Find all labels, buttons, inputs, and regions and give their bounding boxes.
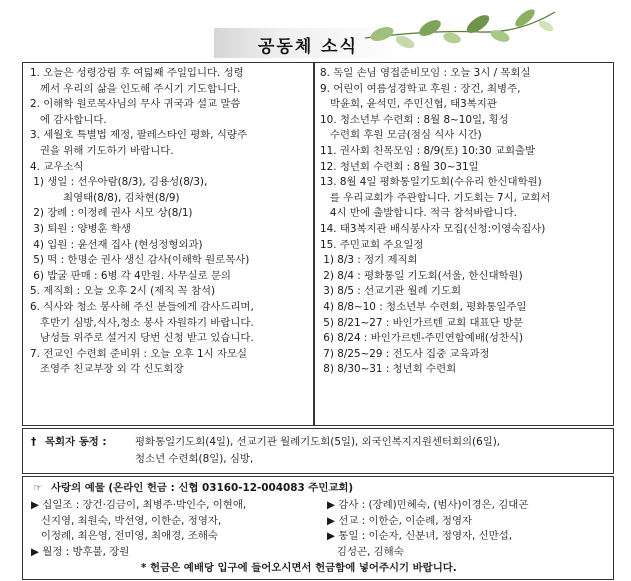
leaf-decoration-icon bbox=[360, 4, 560, 62]
right-line: 9. 어린이 여름성경학교 후원 : 장건, 최병주, bbox=[320, 82, 521, 95]
left-line: 에 감사합니다. bbox=[30, 113, 107, 126]
left-line: 3. 세월호 특별법 제정, 팔레스타인 평화, 식량주 bbox=[30, 129, 248, 142]
offering-left-line: 신지영, 최원숙, 박선영, 이한순, 정영자, bbox=[31, 514, 222, 527]
right-line: 14. 태3복지관 배식봉사자 모집(신청:이영숙집사) bbox=[320, 222, 546, 235]
left-line: 조영주 친교부장 외 각 신도회장 bbox=[30, 363, 184, 376]
left-line: 6. 식사와 청소 봉사해 주신 분들에게 감사드리며, bbox=[30, 300, 254, 313]
right-line: 박윤희, 윤석민, 주민신협, 태3복지관 bbox=[320, 98, 497, 111]
offering-box bbox=[22, 476, 614, 580]
offering-right-line: ▶ 통일 : 이순자, 신분녀, 정영자, 신만섭, bbox=[327, 530, 513, 543]
right-line: 3) 8/5 : 선교기관 월례 기도회 bbox=[320, 285, 462, 298]
offering-heading: 사랑의 예물 (온라인 헌금 : 신협 03160-12-004083 주민교회) bbox=[51, 482, 354, 494]
left-line: 권을 위해 기도하기 바랍니다. bbox=[30, 144, 174, 157]
left-line: 4) 입원 : 윤선재 집사 (현성정형외과) bbox=[30, 238, 203, 251]
dagger-icon: † bbox=[31, 436, 37, 448]
left-line: 5) 떡 : 한명순 권사 생신 감사(이해학 원로목사) bbox=[30, 254, 250, 267]
pastor-line-2: 청소년 수련회(8일), 심방, bbox=[135, 453, 254, 465]
column-divider bbox=[313, 62, 315, 426]
right-line: 4) 8/8~10 : 청소년부 수련회, 평화통일주일 bbox=[320, 300, 527, 313]
left-line: 7. 전교인 수련회 준비위 : 오늘 오후 1시 자모실 bbox=[30, 347, 248, 360]
left-line: 최영태(8/8), 김차현(8/9) bbox=[30, 191, 180, 204]
right-line: 15. 주민교회 주요일정 bbox=[320, 238, 424, 251]
right-line: 7) 8/25~29 : 전도사 집중 교육과정 bbox=[320, 347, 490, 360]
offering-right-line: ▶ 선교 : 이한순, 이순례, 정영자 bbox=[327, 514, 473, 527]
right-line: 6) 8/24 : 바인가르텐-주민연합예배(성찬식) bbox=[320, 332, 524, 345]
pastor-line-1: 평화통일기도회(4일), 선교기관 월례기도회(5일), 외국인복지지원센터회의(6일), bbox=[135, 436, 501, 448]
left-line: 3) 퇴원 : 양병훈 학생 bbox=[30, 222, 131, 235]
left-line: 2. 이해학 원로목사님의 무사 귀국과 설교 말씀 bbox=[30, 98, 241, 111]
left-line: 4. 교우소식 bbox=[30, 160, 84, 173]
right-line: 13. 8월 4일 평화통일기도회(수유리 한신대학원) bbox=[320, 176, 542, 189]
pastor-label: 목회자 동정 : bbox=[45, 436, 107, 448]
page-title: 공동체 소식 bbox=[258, 37, 359, 57]
right-line: 8) 8/30~31 : 청년회 수련회 bbox=[320, 363, 457, 376]
left-column bbox=[30, 66, 310, 378]
header bbox=[0, 0, 631, 62]
right-line: 를 우리교회가 주관합니다. 기도회는 7시, 교회서 bbox=[320, 191, 551, 204]
right-line: 4시 반에 출발합니다. 적극 참석바랍니다. bbox=[320, 207, 517, 220]
right-line: 2) 8/4 : 평화통일 기도회(서울, 한신대학원) bbox=[320, 269, 523, 282]
pointing-hand-icon: ☞ bbox=[33, 482, 43, 494]
offering-footer-note: * 헌금은 예배당 입구에 들어오시면서 헌금함에 넣어주시기 바랍니다. bbox=[141, 562, 457, 574]
right-line: 5) 8/21~27 : 바인가르텐 교회 대표단 방문 bbox=[320, 316, 523, 329]
right-line: 12. 청년회 수련회 : 8월 30~31일 bbox=[320, 160, 479, 173]
offering-left-line: ▶ 월정 : 방후불, 장원 bbox=[31, 545, 130, 558]
left-line: 후반기 심방,식사,청소 봉사 자원하기 바랍니다. bbox=[30, 316, 254, 329]
offering-left-line: 이정례, 최은영, 전미영, 최애경, 조해숙 bbox=[31, 530, 218, 543]
offering-left-line: ▶ 십일조 : 장건·김금이, 최병주·박인수, 이현애, bbox=[31, 499, 247, 511]
left-line: 2) 장례 : 이정례 권사 시모 상(8/1) bbox=[30, 207, 193, 220]
offering-right-list bbox=[327, 498, 613, 560]
pastor-activities-box bbox=[22, 428, 614, 474]
left-line: 1) 생일 : 선우아람(8/3), 김용성(8/3), bbox=[30, 176, 208, 189]
right-line: 11. 권사회 친목모임 : 8/9(토) 10:30 교회출발 bbox=[320, 144, 536, 157]
right-line: 1) 8/3 : 정기 제직회 bbox=[320, 254, 418, 267]
left-line: 남성들 위주로 설거지 당번 신청 받고 있습니다. bbox=[30, 332, 254, 345]
left-line: 6) 밥굴 판매 : 6병 각 4만원. 사무실로 문의 bbox=[30, 269, 231, 282]
offering-right-line: ▶ 감사 : (장례)민혜숙, (범사)이경은, 김대곤 bbox=[327, 499, 529, 511]
left-line: 1. 오늘은 성령강림 후 여덟째 주일입니다. 성령 bbox=[30, 67, 244, 79]
left-line: 5. 제직회 : 오늘 오후 2시 (제직 꼭 참석) bbox=[30, 285, 216, 298]
right-column bbox=[320, 66, 610, 378]
right-line: 10. 청소년부 수련회 : 8월 8~10일, 횡성 bbox=[320, 113, 509, 126]
right-line: 8. 독일 손님 영접준비모임 : 오늘 3시 / 목회실 bbox=[320, 67, 531, 79]
offering-left-list bbox=[31, 498, 327, 560]
offering-right-line: 김성곤, 김해숙 bbox=[327, 545, 404, 558]
left-line: 께서 우리의 삶을 인도해 주시기 기도합니다. bbox=[30, 82, 241, 95]
right-line: 수련회 후원 모금(점심 식사 시간) bbox=[320, 129, 482, 142]
